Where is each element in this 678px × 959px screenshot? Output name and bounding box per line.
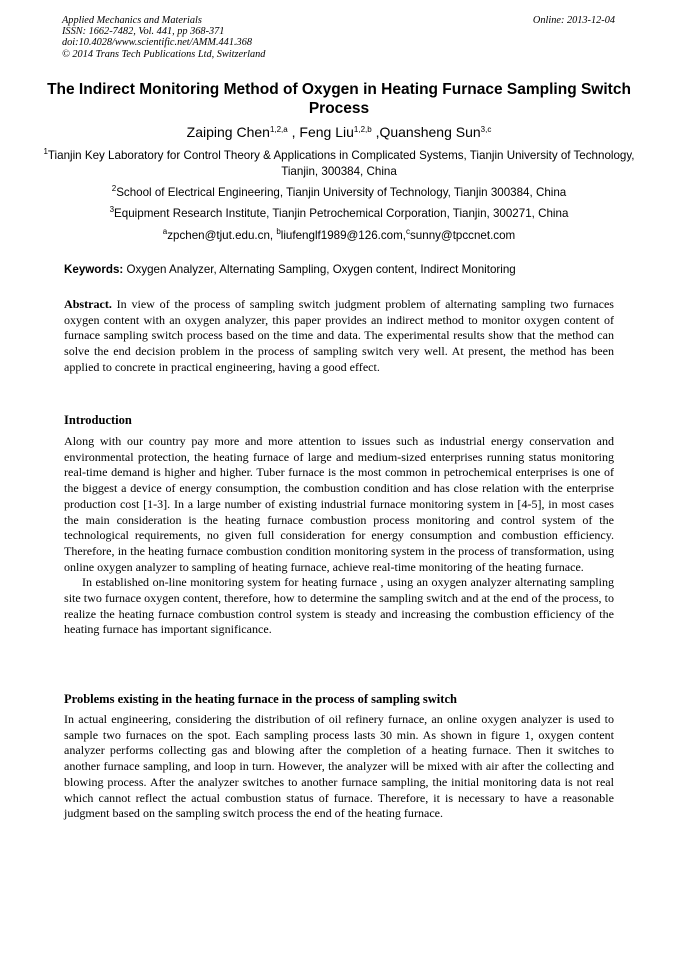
- keywords-label: Keywords:: [64, 263, 124, 276]
- journal-doi: doi:10.4028/www.scientific.net/AMM.441.368: [62, 37, 252, 49]
- email-sup: b: [276, 227, 281, 236]
- author-sup: 1,2,b: [353, 125, 372, 134]
- journal-header: [62, 15, 265, 60]
- abstract: [64, 297, 614, 376]
- affiliation: [40, 185, 638, 201]
- email-list: [40, 228, 638, 243]
- introduction-body: [64, 434, 614, 638]
- author-separator: ,: [371, 124, 380, 140]
- email: zpchen@tjut.edu.cn,: [167, 229, 277, 242]
- author-name: Feng Liu: [299, 124, 354, 140]
- online-date: Online: 2013-12-04: [532, 15, 615, 26]
- affiliation-sup: 3: [109, 205, 115, 214]
- author-name: Quansheng Sun: [379, 124, 481, 140]
- journal-copyright: © 2014 Trans Tech Publications Ltd, Switzerland: [62, 48, 266, 60]
- affiliation-sup: 1: [43, 147, 48, 156]
- problems-body: [64, 712, 614, 822]
- affiliation-text: School of Electrical Engineering, Tianjin University of Technology, Tianjin 300384, China: [116, 186, 567, 199]
- email-sup: c: [406, 227, 410, 236]
- author-list: [40, 123, 638, 141]
- abstract-text: In view of the process of sampling switch judgment problem of alternating sampling two furnaces oxygen content with an oxygen analyzer, this paper provides an indirect method to monitor oxygen content of furnace sampling switch process based on the time and data. The experimental results show that the method can solve the end decision problem in the process of sampling switch very well. At present, the method has been applied to concrete in practical engineering, having a good effect.: [64, 297, 614, 374]
- email: liufenglf1989@126.com,: [280, 229, 406, 242]
- email: sunny@tpccnet.com: [410, 229, 516, 242]
- author-sup: 3,c: [480, 125, 492, 134]
- affiliation-text: Tianjin Key Laboratory for Control Theory & Applications in Complicated Systems, Tianjin University of Technology, Tianjin, 300384, China: [47, 149, 635, 178]
- section-heading-problems: Problems existing in the heating furnace in the process of sampling switch: [64, 692, 457, 706]
- paper-title: The Indirect Monitoring Method of Oxygen in Heating Furnace Sampling Switch Process: [47, 81, 631, 117]
- abstract-label: Abstract.: [64, 297, 112, 311]
- paragraph: In actual engineering, considering the distribution of oil refinery furnace, an online oxygen analyzer is used to sample two furnaces on the spot. Each sampling process lasts 30 min. As shown in figure 1, oxygen content analyzer performs collecting gas and blowing after the completion of a heating furnace. Then it switches to another furnace sampling, and loop in turn. However, the analyzer will be mixed with air after the collecting and blowing process. After the analyzer switches to another furnace sampling, the initial monitoring data is not real which cannot reflect the actual combustion status of furnace. Therefore, it is necessary to have a reasonable judgment based on the sampling switch process the end of the heating furnace.: [64, 712, 614, 821]
- journal-name: Applied Mechanics and Materials: [62, 15, 202, 26]
- author-sup: 1,2,a: [269, 125, 288, 134]
- author-name: Zaiping Chen: [186, 124, 270, 140]
- affiliation: [40, 206, 638, 222]
- author-separator: ,: [287, 124, 300, 140]
- paragraph: In established on-line monitoring system for heating furnace , using an oxygen analyzer alternating sampling site two furnace oxygen content, therefore, how to determine the sampling switch and at the end of the process, to realize the heating furnace combustion control system is steady and increasing the combustion efficiency of the heating furnace has important significance.: [64, 575, 614, 637]
- keywords: [64, 262, 516, 277]
- keywords-text: Oxygen Analyzer, Alternating Sampling, Oxygen content, Indirect Monitoring: [123, 263, 516, 276]
- email-sup: a: [162, 227, 168, 236]
- affiliation-text: Equipment Research Institute, Tianjin Petrochemical Corporation, Tianjin, 300271, China: [114, 207, 569, 220]
- affiliation-sup: 2: [111, 184, 117, 193]
- section-heading-introduction: Introduction: [64, 413, 132, 427]
- paragraph: Along with our country pay more and more attention to issues such as industrial energy conservation and environmental protection, the heating furnace of large and medium-sized enterprises running status monitoring real-time demand is higher and higher. Tuber furnace is the most common in petrochemical enterprises is one of the biggest a device of energy consumption, the combustion condition and has close relation with the enterprise production cost [1-3]. In a large number of existing industrial furnace monitoring system in [4-5], in most cases the main consideration is the heating furnace combustion process monitoring and control system of the technological requirements, no given full consideration for energy consumption and combustion efficiency. Therefore, in the heating furnace combustion condition monitoring system in the process of transformation, using online oxygen analyzer to sampling of heating furnace, achieve real-time monitoring of the heating furnace.: [64, 434, 614, 574]
- affiliation: [40, 148, 638, 179]
- journal-issn: ISSN: 1662-7482, Vol. 441, pp 368-371: [62, 26, 225, 38]
